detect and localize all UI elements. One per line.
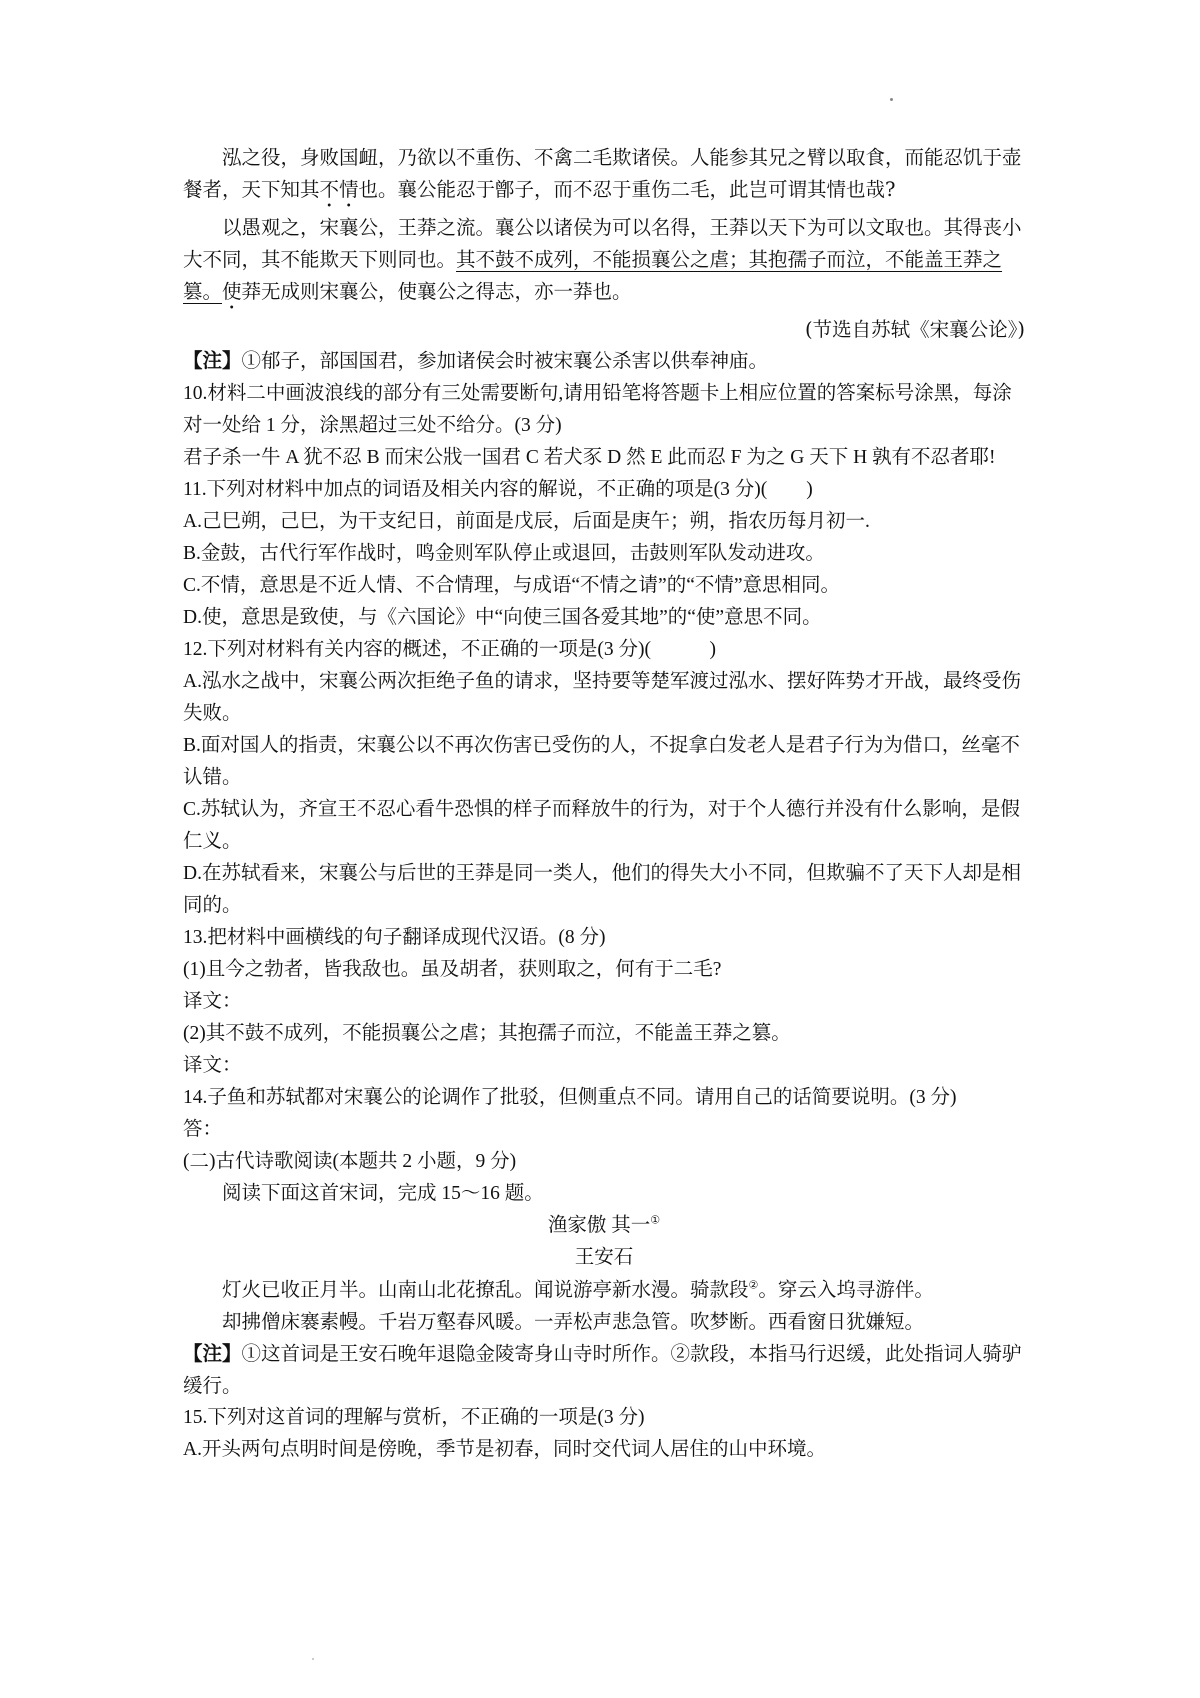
question-13-sentence-1: (1)且今之勃者，皆我敌也。虽及胡者，获则取之，何有于二毛?: [183, 959, 722, 980]
poem-line-1: 灯火已收正月半。山南山北花撩乱。闻说游亭新水漫。骑款段②。穿云入坞寻游伴。: [222, 1278, 934, 1301]
passage-note: 【注】①郁子，部国国君，参加诸侯会时被宋襄公杀害以供奉神庙。: [183, 351, 769, 372]
question-11-stem: 11.下列对材料中加点的词语及相关内容的解说，不正确的项是(3 分)( ): [183, 479, 813, 500]
question-12-option-d: D.在苏轼看来，宋襄公与后世的王莽是同一类人，他们的得失大小不同，但欺骗不了天下人却是相同的。: [183, 863, 1021, 916]
dotted-word: 使: [222, 280, 242, 303]
passage-paragraph-1: 泓之役，身败国衄，乃欲以不重伤、不禽二毛欺诸侯。人能参其兄之臂以取食，而能忍饥于壶餐者，天下知其不情也。襄公能忍于鄫子，而不忍于重伤二毛，此岂可谓其情也哉?: [183, 146, 1022, 201]
footnote-marker: ②: [748, 1278, 759, 1292]
passage-source: (节选自苏轼《宋襄公论》): [805, 318, 1025, 341]
question-12-option-b: B.面对国人的指责，宋襄公以不再次伤害已受伤的人，不捉拿白发老人是君子行为为借口，丝毫不认错。: [183, 735, 1020, 788]
section-title: (二)古代诗歌阅读(本题共 2 小题，9 分): [183, 1151, 517, 1172]
question-12-option-a: A.泓水之战中，宋襄公两次拒绝子鱼的请求，坚持要等楚军渡过泓水、摆好阵势才开战，最终受伤失败。: [183, 671, 1021, 724]
question-15-stem: 15.下列对这首词的理解与赏析，不正确的一项是(3 分): [183, 1407, 645, 1428]
poem-author: 王安石: [574, 1247, 634, 1268]
note-label: 【注】: [183, 1342, 242, 1365]
poem-note: 【注】①这首词是王安石晚年退隐金陵寄身山寺时所作。②款段，本指马行迟缓，此处指词人骑驴缓行。: [183, 1342, 1022, 1397]
question-10-text: 君子杀一牛 A 犹不忍 B 而宋公戕一国君 C 若犬豕 D 然 E 此而忍 F 为之 G 天下 H 孰有不忍者耶!: [183, 447, 996, 468]
dotted-word: 不: [319, 178, 340, 201]
question-12-stem: 12.下列对材料有关内容的概述，不正确的一项是(3 分)( ): [183, 639, 716, 660]
dotted-word: 情: [339, 178, 359, 201]
question-15-option-a: A.开头两句点明时间是傍晚，季节是初春，同时交代词人居住的山中环境。: [183, 1439, 826, 1460]
poem-title: 渔家傲 其一①: [547, 1214, 661, 1236]
question-14-stem: 14.子鱼和苏轼都对宋襄公的论调作了批驳，但侧重点不同。请用自己的话简要说明。(3 分): [183, 1087, 957, 1108]
question-14-answer: 答：: [183, 1119, 223, 1140]
scan-speck: [890, 98, 893, 101]
question-13-sentence-2: (2)其不鼓不成列，不能损襄公之虐；其抱孺子而泣，不能盖王莽之篡。: [183, 1023, 791, 1044]
question-13-translation-1: 译文：: [183, 991, 242, 1012]
question-13-translation-2: 译文：: [183, 1055, 242, 1076]
passage-paragraph-2: 以愚观之，宋襄公，王莽之流。襄公以诸侯为可以名得，王莽以天下为可以文取也。其得丧小大不同，其不能欺天下则同也。其不鼓不成列，不能损襄公之虐；其抱孺子而泣，不能盖王莽之篡。使莽无成则宋襄公，使襄公之得志，亦一莽也。: [183, 216, 1022, 303]
question-11-option-d: D.使，意思是致使，与《六国论》中“向使三国各爱其地”的“使”意思不同。: [183, 607, 822, 628]
poem-line-2: 却拂僧床褰素幔。千岩万壑春风暖。一弄松声悲急管。吹梦断。西看窗日犹嫌短。: [222, 1310, 925, 1333]
question-11-option-b: B.金鼓，古代行军作战时，鸣金则军队停止或退回，击鼓则军队发动进攻。: [183, 543, 825, 564]
question-11-option-a: A.己巳朔，己巳，为干支纪日，前面是戊辰，后面是庚午；朔，指农历每月初一.: [183, 511, 870, 532]
footnote-marker: ①: [650, 1214, 661, 1227]
scan-speck: [312, 1658, 314, 1660]
exam-page: [183, 142, 1025, 1466]
question-12-option-c: C.苏轼认为，齐宣王不忍心看牛恐惧的样子而释放牛的行为，对于个人德行并没有什么影响，是假仁义。: [183, 799, 1020, 852]
question-11-option-c: C.不情，意思是不近人情、不合情理，与成语“不情之请”的“不情”意思相同。: [183, 575, 841, 596]
underlined-sentence: 其不鼓不成列，不能损襄公之虐；其抱孺子而泣，不能盖王莽之篡。: [183, 248, 1003, 303]
section-instruction: 阅读下面这首宋词，完成 15～16 题。: [222, 1183, 544, 1204]
note-label: 【注】: [183, 351, 242, 372]
question-10-stem: 10.材料二中画波浪线的部分有三处需要断句,请用铅笔将答题卡上相应位置的答案标号涂黑，每涂对一处给 1 分，涂黑超过三处不给分。(3 分): [183, 383, 1012, 436]
question-13-stem: 13.把材料中画横线的句子翻译成现代汉语。(8 分): [183, 927, 606, 948]
